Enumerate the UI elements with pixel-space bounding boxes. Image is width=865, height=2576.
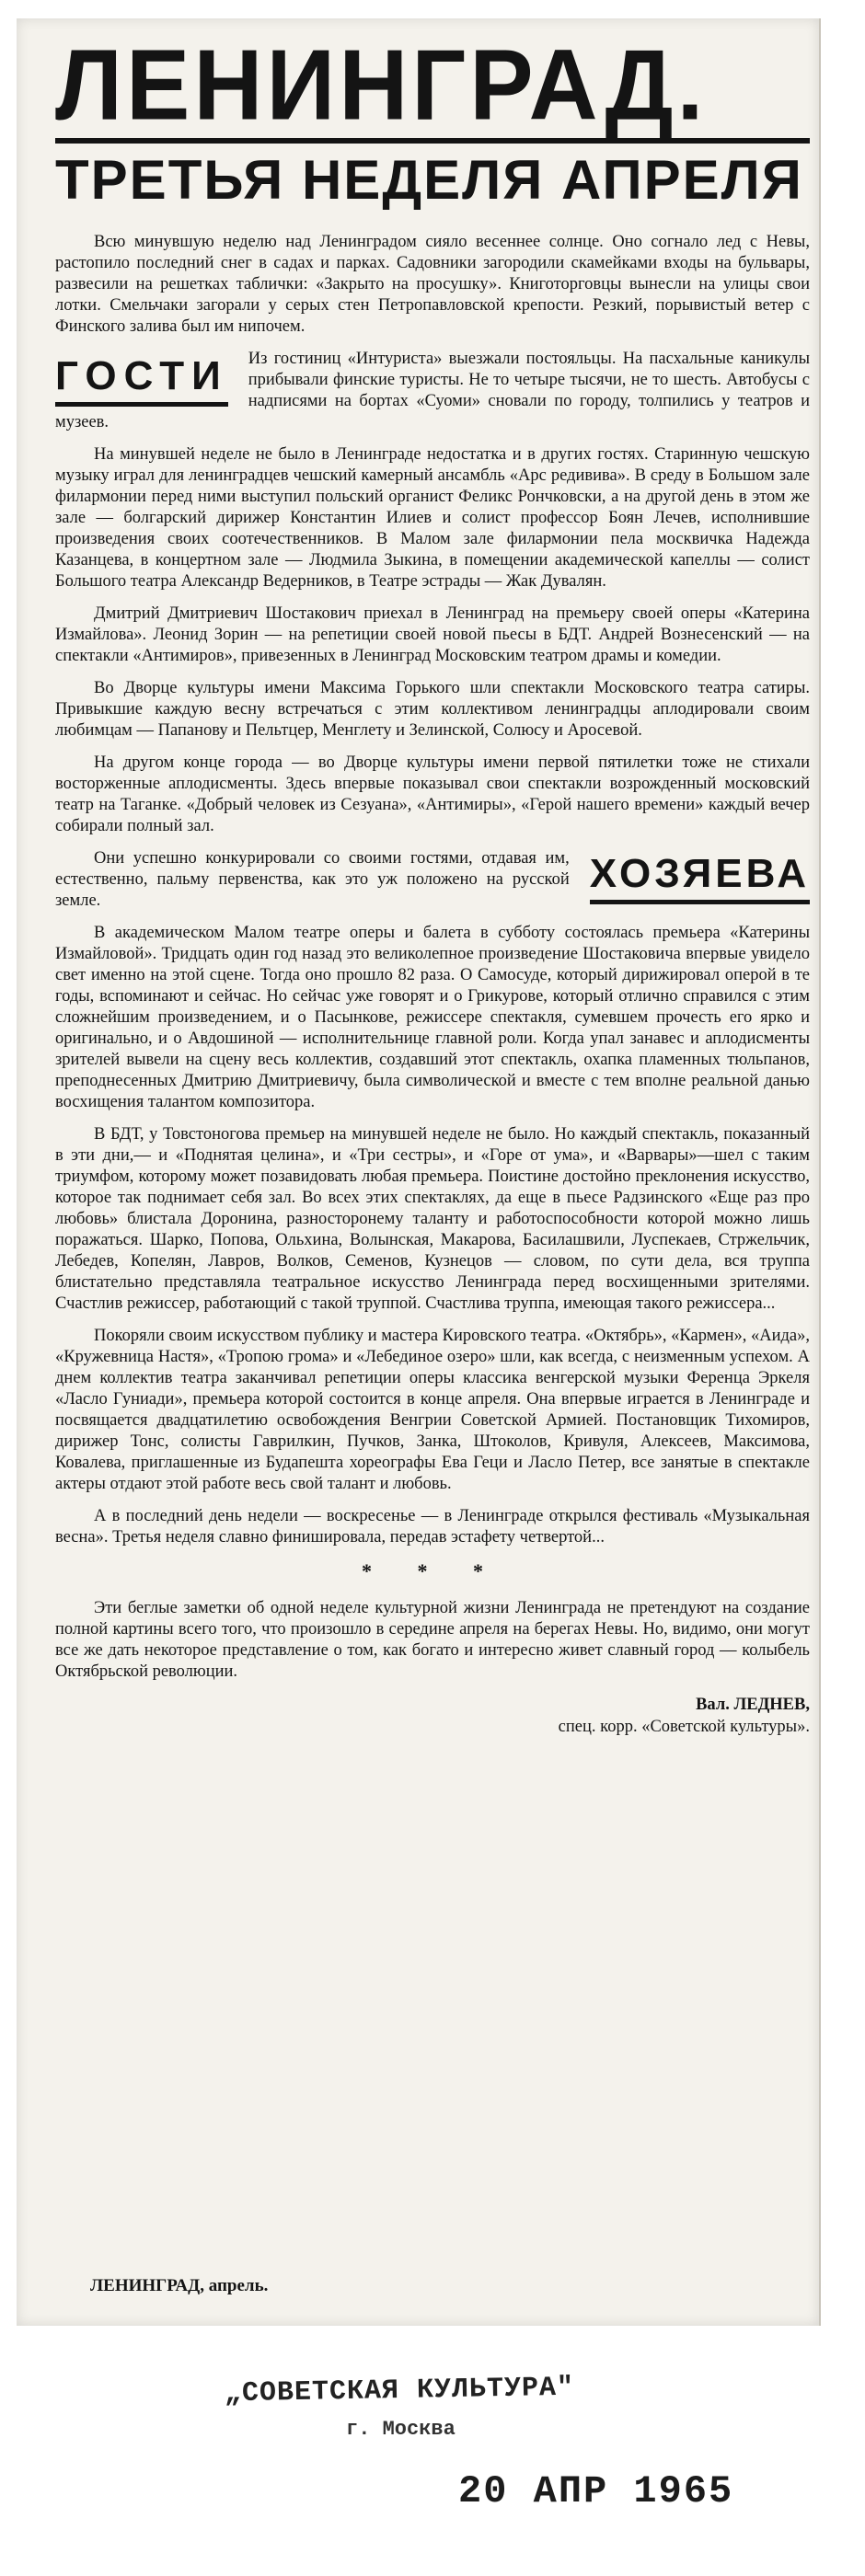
guests-paragraph: Во Дворце культуры имени Максима Горького шли спектакли Московского театра сатиры. Привыкшие каждую весну встречаться с этим коллективом ленинградцы аплодировали своим любимцам — Папанову и Пельтцер, Менглету и Зелинской, Солюсу и Аросевой.: [55, 679, 810, 740]
dateline: ЛЕНИНГРАД, апрель.: [90, 2276, 269, 2295]
guests-paragraph: Дмитрий Дмитриевич Шостакович приехал в Ленинград на премьеру своей оперы «Катерина Измайлова». Леонид Зорин — на репетиции своей новой пьесы в БДТ. Андрей Вознесенский — на спектакли «Антимиров», привезенных в Ленинград Московским театром драмы и комедии.: [55, 604, 810, 665]
section-heading-guests: ГОСТИ: [55, 354, 228, 407]
source-stamp: „СОВЕТСКАЯ КУЛЬТУРА": [224, 2372, 575, 2410]
closing-paragraph: Эти беглые заметки об одной неделе культурной жизни Ленинграда не претендуют на создание полной картины всего того, что произошло в середине апреля на берегах Невы. Но, видимо, они могут все же дать некоторое представление о том, как богато и интересно живет славный город — колыбель Октябрьской революции.: [55, 1599, 810, 1681]
date-stamp: 20 АПР 1965: [458, 2469, 734, 2513]
article-subtitle: ТРЕТЬЯ НЕДЕЛЯ АПРЕЛЯ: [55, 138, 810, 213]
hosts-paragraph: А в последний день недели — воскресенье — в Ленинграде открылся фестиваль «Музыкальная весна». Третья неделя славно финишировала, передав эстафету четвертой...: [55, 1507, 810, 1547]
hosts-paragraph: В академическом Малом театре оперы и балета в субботу состоялась премьера «Катерины Измайловой». Тридцать один год назад это великолепное произведение Шостаковича впервые увидело свет именно на этой сцене. Тогда оно прошло 82 раза. О Самосуде, который дирижировал оперой в те годы, вспоминают и сейчас. Но сейчас уже говорят и о Грикурове, который отлично справился с этим сложнейшим произведением, и о Пасынкове, режиссере спектакля, сумевшем прочесть его ярко и оригинально, и о Авдошиной — исполнительнице главной роли. Когда упал занавес и аплодисменты зрителей вывели на сцену весь коллектив, создавший этот спектакль, охапка пламенных тюльпанов, преподнесенных Дмитрию Дмитриевичу, была символической и вместе с тем вполне реальной данью восхищения талантом композитора.: [55, 924, 810, 1111]
section-separator: * * *: [362, 1559, 503, 1582]
author-name: Вал. ЛЕДНЕВ,: [696, 1696, 810, 1714]
section-heading-hosts: ХОЗЯЕВА: [590, 852, 810, 904]
lead-paragraph: Всю минувшую неделю над Ленинградом сияло весеннее солнце. Оно согнало лед с Невы, растопило последний снег в садах и парках. Садовники загородили скамейками входы на бульвары, развесили на решетках таблички: «Закрыто на просушку». Книготорговцы вынесли на улицы свои лотки. Смельчаки загорали у серых стен Петропавловской крепости. Резкий, порывистый ветер с Финского залива был им нипочем.: [55, 233, 810, 336]
hosts-paragraph: Они успешно конкурировали со своими гостями, отдавая им, естественно, пальму первенства, как это уж положено на русской земле.: [55, 849, 570, 910]
section-hosts: [55, 848, 810, 1548]
author-signature: [55, 1694, 810, 1738]
guests-paragraph: На минувшей неделе не было в Ленинграде недостатка и в других гостях. Старинную чешскую музыку играл для ленинградцев чешский камерный ансамбль «Арс редивива». В среду в Большом зале филармонии перед ними выступил польский органист Феликс Рончковски, а на другой день в этом же зале — болгарский дирижер Константин Илиев и солист профессор Боян Лечев, исполнившие произведения своих соотечественников. В Малом зале филармонии пела москвичка Надежда Казанцева, в концертном зале — Людмила Зыкина, в помещении академической капеллы — солист Большого театра Александр Ведерников, в Театре эстрады — Жак Дувалян.: [55, 445, 810, 591]
guests-paragraph: Из гостиниц «Интуриста» выезжали постояльцы. На пасхальные каникулы прибывали финские туристы. Не то четыре тысячи, не то шесть. Автобусы с надписями на бортах «Суоми» сновали по городу, толпились у театров и музеев.: [55, 350, 810, 431]
author-role: спец. корр. «Советской культуры».: [558, 1718, 810, 1736]
article-title: ЛЕНИНГРАД.: [55, 29, 708, 142]
hosts-paragraph: В БДТ, у Товстоногова премьер на минувшей неделе не было. Но каждый спектакль, показанный в эти дни,— и «Поднятая целина», и «Три сестры», и «Горе от ума», и «Варвары»—шел с таким триумфом, которому может позавидовать любая премьера. Поистине достойно преклонения искусство, которое так поднимает себя зал. Во всех этих спектаклях, да еще в пьесе Радзинского «Еще раз про любовь» блистала Доронина, разносторонему таланту и работоспособности которой можно лишь поражаться. Шарко, Попова, Ольхина, Волынская, Макарова, Басилашвили, Луспекаев, Стржельчик, Лебедев, Копелян, Лавров, Волков, Семенов, Кузнецов — словом, по сути дела, вся труппа блистательно представляла театральное искусство Ленинграда перед восхищенными зрителями. Счастлив режиссер, работающий с такой труппой. Счастлива труппа, имеющая такого режиссера...: [55, 1125, 810, 1313]
section-guests: [55, 349, 810, 837]
article: [55, 29, 810, 1738]
source-city: г. Москва: [346, 2418, 456, 2441]
hosts-paragraph: Покоряли своим искусством публику и мастера Кировского театра. «Октябрь», «Кармен», «Аида», «Кружевница Настя», «Тропою грома» и «Лебединое озеро» шли, как всегда, с неизменным успехом. А днем коллектив театра заканчивал репетиции оперы классика венгерской музыки Ференца Эркеля «Ласло Гуниади», премьера которой состоится в конце апреля. Она впервые играется в Ленинграде и посвящается двадцатилетию освобождения Венгрии Советской Армией. Постановщик Тихомиров, дирижер Тонс, солисты Гаврилкин, Пучков, Занка, Штоколов, Кривуля, Алексеев, Максимова, Ковалева, приглашенные из Будапешта хореографы Ева Геци и Ласло Петер, все занятые в спектакле актеры отдают этой работе весь свой талант и любовь.: [55, 1327, 810, 1493]
guests-paragraph: На другом конце города — во Дворце культуры имени первой пятилетки тоже не стихали восторженные аплодисменты. Здесь впервые показывал свои спектакли возрожденный московский театр на Таганке. «Добрый человек из Сезуана», «Антимиры», «Герой нашего времени» каждый вечер собирали полный зал.: [55, 753, 810, 835]
